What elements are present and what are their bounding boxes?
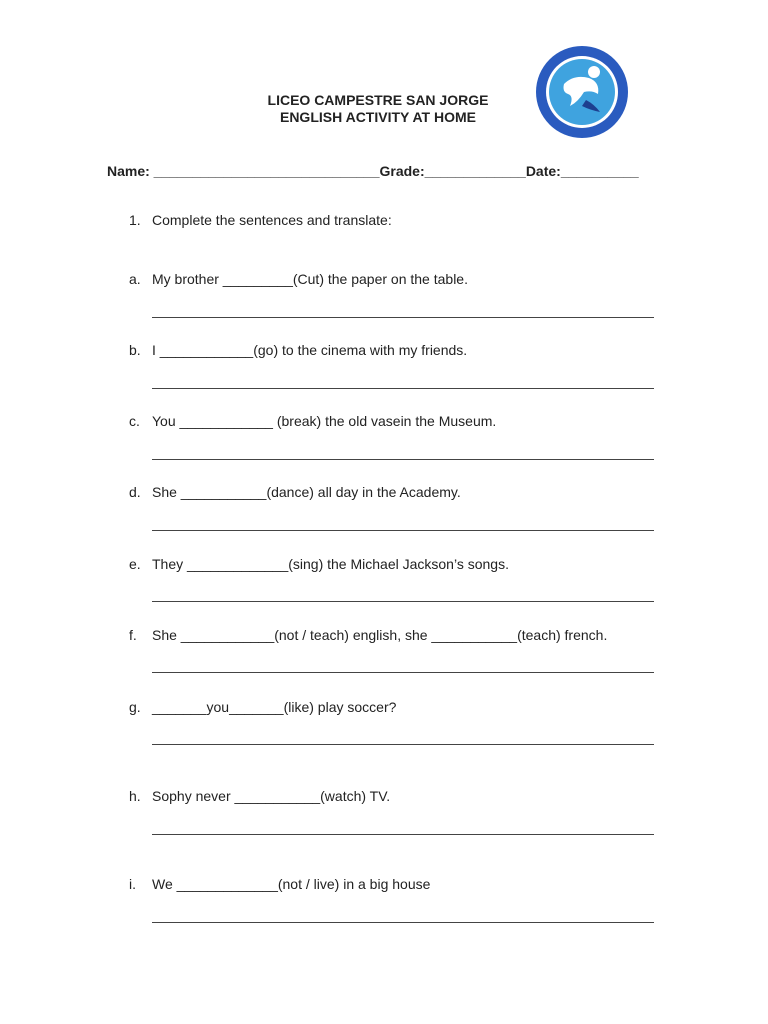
- question-text: They _____________(sing) the Michael Jackson’s songs.: [152, 556, 509, 572]
- question-text: We _____________(not / live) in a big house: [152, 876, 431, 892]
- school-title: LICEO CAMPESTRE SAN JORGE: [267, 92, 489, 108]
- answer-line: [152, 834, 654, 835]
- answer-line: [152, 601, 654, 602]
- question-letter: h.: [129, 788, 141, 804]
- question-letter: b.: [129, 342, 141, 358]
- answer-line: [152, 459, 654, 460]
- instruction-number: 1.: [129, 212, 141, 228]
- question-letter: f.: [129, 627, 137, 643]
- school-logo: [534, 44, 630, 140]
- activity-title: ENGLISH ACTIVITY AT HOME: [279, 109, 476, 125]
- question-text: My brother _________(Cut) the paper on the table.: [152, 271, 468, 287]
- student-info-line: Name: _____________________________Grade:_____________Date:__________: [107, 163, 639, 179]
- question-text: You ____________ (break) the old vasein the Museum.: [152, 413, 497, 429]
- question-text: Sophy never ___________(watch) TV.: [152, 788, 391, 804]
- answer-line: [152, 672, 654, 673]
- question-text: She ___________(dance) all day in the Academy.: [152, 484, 461, 500]
- question-letter: i.: [129, 876, 136, 892]
- answer-line: [152, 922, 654, 923]
- answer-line: [152, 530, 654, 531]
- question-letter: e.: [129, 556, 141, 572]
- question-letter: c.: [129, 413, 140, 429]
- question-text: I ____________(go) to the cinema with my friends.: [152, 342, 468, 358]
- answer-line: [152, 744, 654, 745]
- question-text: She ____________(not / teach) english, she ___________(teach) french.: [152, 627, 608, 643]
- answer-line: [152, 317, 654, 318]
- question-letter: d.: [129, 484, 141, 500]
- answer-line: [152, 388, 654, 389]
- logo-head-shape: [588, 66, 600, 78]
- question-letter: a.: [129, 271, 141, 287]
- question-letter: g.: [129, 699, 141, 715]
- question-text: _______you_______(like) play soccer?: [152, 699, 397, 715]
- instruction-text: Complete the sentences and translate:: [152, 212, 392, 228]
